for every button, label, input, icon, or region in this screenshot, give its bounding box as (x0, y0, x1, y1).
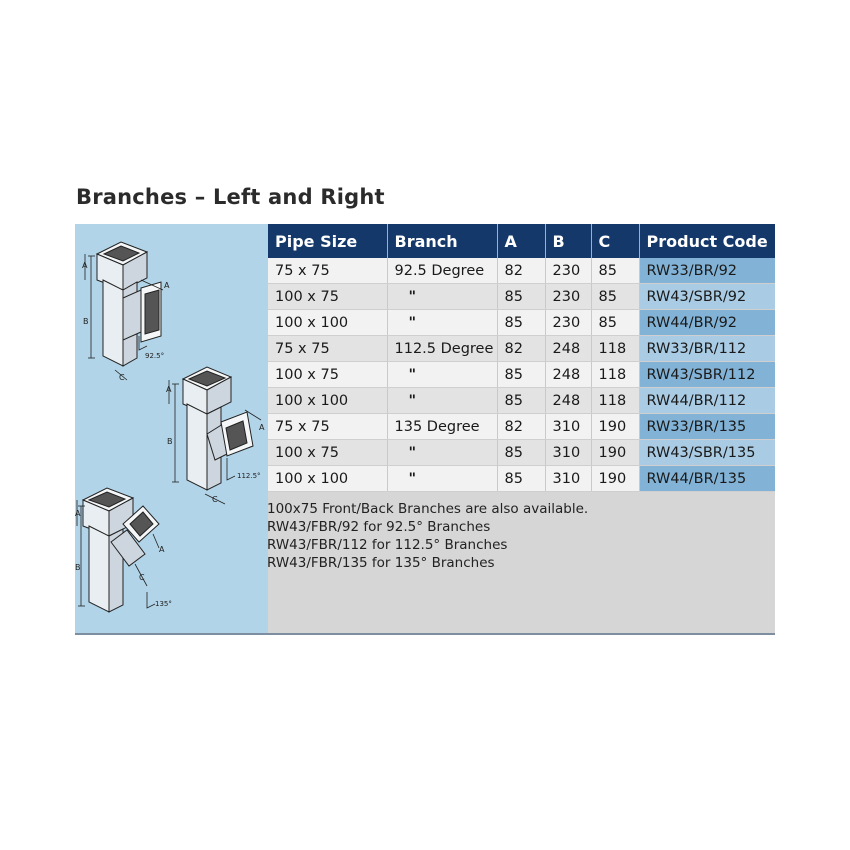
a-cell: 82 (497, 414, 545, 440)
d3-angle: 135° (155, 600, 172, 608)
product-code-cell: RW44/BR/92 (639, 310, 775, 336)
note-line: 100x75 Front/Back Branches are also available. (267, 501, 589, 517)
d1-label-b: B (83, 317, 89, 326)
page-title: Branches – Left and Right (76, 185, 385, 209)
d1-label-a2: A (164, 281, 170, 290)
product-code-cell: RW43/SBR/135 (639, 440, 775, 466)
d2-label-a2: A (259, 423, 265, 432)
pipe-size-cell: 100 x 75 (268, 362, 387, 388)
branch-112-diagram (166, 367, 265, 504)
table-row (268, 362, 775, 388)
pipe-size-cell: 100 x 100 (268, 388, 387, 414)
branch-135-diagram (75, 488, 172, 612)
c-cell: 190 (591, 466, 639, 492)
product-code-cell: RW33/BR/135 (639, 414, 775, 440)
pipe-size-cell: 100 x 100 (268, 310, 387, 336)
c-cell: 118 (591, 362, 639, 388)
pipe-size-cell: 100 x 100 (268, 466, 387, 492)
header-product-code: Product Code (639, 224, 775, 258)
table-row (268, 388, 775, 414)
header-pipe-size: Pipe Size (268, 224, 387, 258)
branch-cell: 92.5 Degree (387, 258, 497, 284)
table-row (268, 414, 775, 440)
c-cell: 85 (591, 284, 639, 310)
c-cell: 190 (591, 414, 639, 440)
pipe-size-cell: 75 x 75 (268, 258, 387, 284)
note-line: RW43/FBR/135 for 135° Branches (267, 555, 495, 571)
d3-label-c: C (139, 573, 145, 582)
branch-cell: 112.5 Degree (387, 336, 497, 362)
d2-angle: 112.5° (237, 472, 261, 480)
pipe-size-cell: 75 x 75 (268, 336, 387, 362)
a-cell: 85 (497, 440, 545, 466)
header-b: B (545, 224, 591, 258)
branch-cell: " (387, 440, 497, 466)
table-header-row (268, 224, 775, 258)
d1-label-c: C (119, 373, 125, 382)
product-code-cell: RW33/BR/92 (639, 258, 775, 284)
branches-panel (75, 224, 775, 635)
branch-cell: " (387, 310, 497, 336)
b-cell: 248 (545, 362, 591, 388)
b-cell: 310 (545, 414, 591, 440)
d2-label-b: B (167, 437, 173, 446)
a-cell: 85 (497, 284, 545, 310)
product-code-cell: RW44/BR/135 (639, 466, 775, 492)
a-cell: 82 (497, 336, 545, 362)
panel-bottom-rule (75, 633, 775, 635)
d1-angle: 92.5° (145, 352, 165, 360)
branch-92-diagram (82, 242, 170, 382)
a-cell: 85 (497, 310, 545, 336)
branch-cell: " (387, 466, 497, 492)
product-code-cell: RW44/BR/112 (639, 388, 775, 414)
pipe-size-cell: 100 x 75 (268, 284, 387, 310)
c-cell: 118 (591, 388, 639, 414)
table-row (268, 336, 775, 362)
a-cell: 82 (497, 258, 545, 284)
b-cell: 310 (545, 466, 591, 492)
d2-label-c: C (212, 495, 218, 504)
d1-label-a: A (82, 261, 88, 270)
b-cell: 230 (545, 284, 591, 310)
a-cell: 85 (497, 362, 545, 388)
header-c: C (591, 224, 639, 258)
c-cell: 85 (591, 258, 639, 284)
b-cell: 230 (545, 258, 591, 284)
c-cell: 190 (591, 440, 639, 466)
diagram-panel (75, 224, 268, 634)
d3-label-a2: A (159, 545, 165, 554)
d3-label-a: A (75, 509, 81, 518)
a-cell: 85 (497, 388, 545, 414)
a-cell: 85 (497, 466, 545, 492)
table-row (268, 284, 775, 310)
product-code-cell: RW43/SBR/112 (639, 362, 775, 388)
branch-diagrams (75, 224, 268, 634)
pipe-size-cell: 100 x 75 (268, 440, 387, 466)
b-cell: 248 (545, 336, 591, 362)
notes (267, 500, 588, 572)
note-line: RW43/FBR/92 for 92.5° Branches (267, 519, 491, 535)
table-row (268, 310, 775, 336)
branch-cell: 135 Degree (387, 414, 497, 440)
header-branch: Branch (387, 224, 497, 258)
c-cell: 85 (591, 310, 639, 336)
table-row (268, 466, 775, 492)
b-cell: 230 (545, 310, 591, 336)
branch-cell: " (387, 388, 497, 414)
pipe-size-cell: 75 x 75 (268, 414, 387, 440)
branches-table (268, 224, 775, 492)
d2-label-a: A (166, 385, 172, 394)
product-code-cell: RW33/BR/112 (639, 336, 775, 362)
b-cell: 248 (545, 388, 591, 414)
branch-cell: " (387, 284, 497, 310)
d3-label-b: B (75, 563, 81, 572)
branch-cell: " (387, 362, 497, 388)
table-row (268, 440, 775, 466)
c-cell: 118 (591, 336, 639, 362)
header-a: A (497, 224, 545, 258)
note-line: RW43/FBR/112 for 112.5° Branches (267, 537, 508, 553)
product-code-cell: RW43/SBR/92 (639, 284, 775, 310)
b-cell: 310 (545, 440, 591, 466)
table-row (268, 258, 775, 284)
